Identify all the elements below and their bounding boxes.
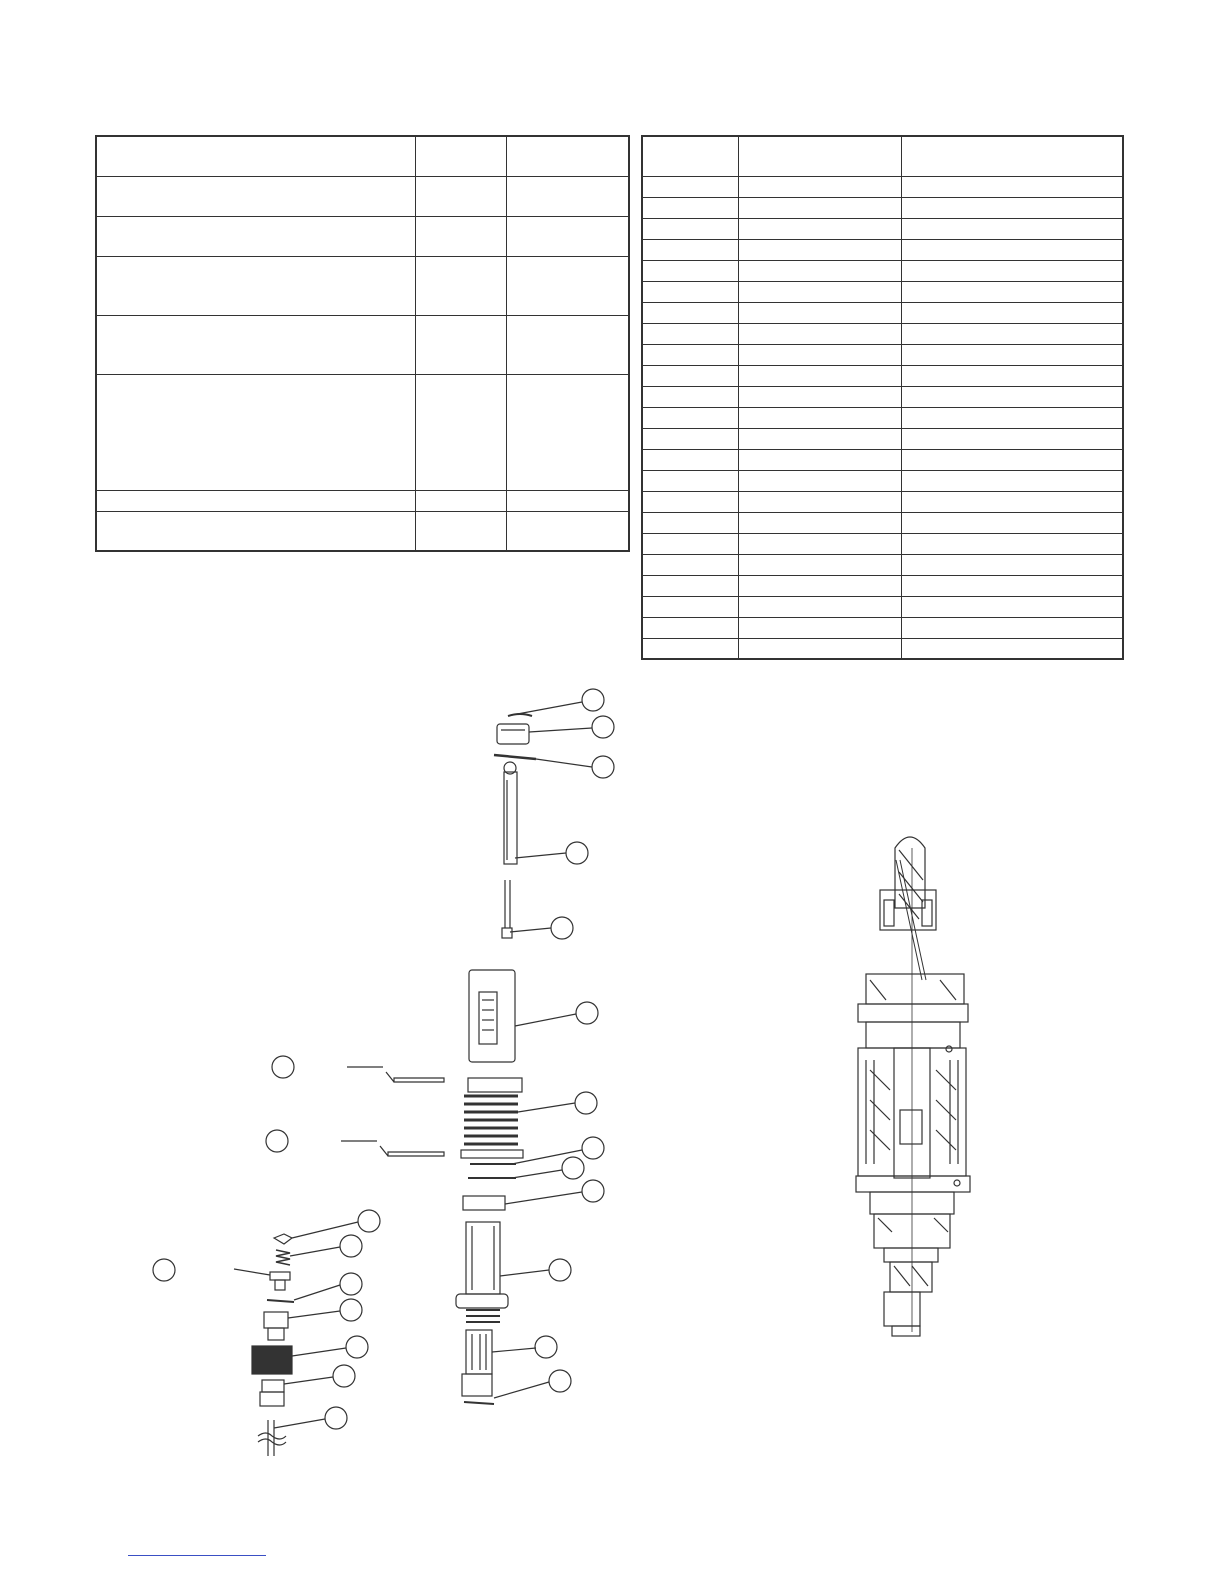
o-ring-part	[468, 1164, 516, 1178]
small-washer-part	[267, 1300, 294, 1302]
callout-19	[294, 1273, 362, 1300]
callout-18	[153, 1259, 270, 1281]
small-screw-part	[270, 1272, 290, 1290]
callout-16	[292, 1210, 380, 1238]
callout-11	[500, 1259, 571, 1281]
callout-14	[272, 1056, 383, 1078]
callout-4	[515, 842, 588, 864]
seat-ring-part	[463, 1196, 505, 1210]
callout-5	[510, 917, 573, 939]
threaded-body-part	[461, 1078, 523, 1158]
callout-17	[290, 1235, 362, 1257]
callout-15	[266, 1130, 377, 1152]
washer-part	[494, 755, 536, 759]
callout-7	[518, 1092, 597, 1114]
handle-lever-lower	[380, 1146, 444, 1156]
needle-part	[502, 880, 512, 938]
callout-13	[494, 1370, 571, 1398]
tube-part	[258, 1420, 286, 1456]
bonnet-part	[469, 970, 515, 1062]
callout-6	[515, 1002, 598, 1026]
small-clip-part	[274, 1234, 292, 1244]
handle-lever-upper	[386, 1072, 444, 1082]
cartridge-part	[456, 1222, 508, 1322]
footer-link[interactable]	[128, 1555, 266, 1556]
top-clip-part	[508, 714, 532, 716]
callout-23	[274, 1407, 347, 1429]
callout-3	[536, 756, 614, 778]
callout-22	[284, 1365, 355, 1387]
callout-21	[292, 1336, 368, 1358]
callout-10	[505, 1180, 604, 1204]
callout-12	[492, 1336, 557, 1358]
callout-9	[512, 1157, 584, 1179]
callout-8	[512, 1137, 604, 1164]
filter-part	[462, 1330, 494, 1404]
callout-20	[288, 1299, 362, 1321]
stem-part	[504, 762, 517, 864]
callout-2	[529, 716, 614, 738]
cross-section-view	[856, 837, 970, 1336]
fitting-part	[260, 1380, 284, 1406]
small-spring-part	[276, 1250, 290, 1265]
knurled-sleeve-part	[252, 1346, 292, 1374]
cap-part	[497, 724, 529, 744]
small-nut-part	[264, 1312, 288, 1340]
callout-1	[512, 689, 604, 715]
